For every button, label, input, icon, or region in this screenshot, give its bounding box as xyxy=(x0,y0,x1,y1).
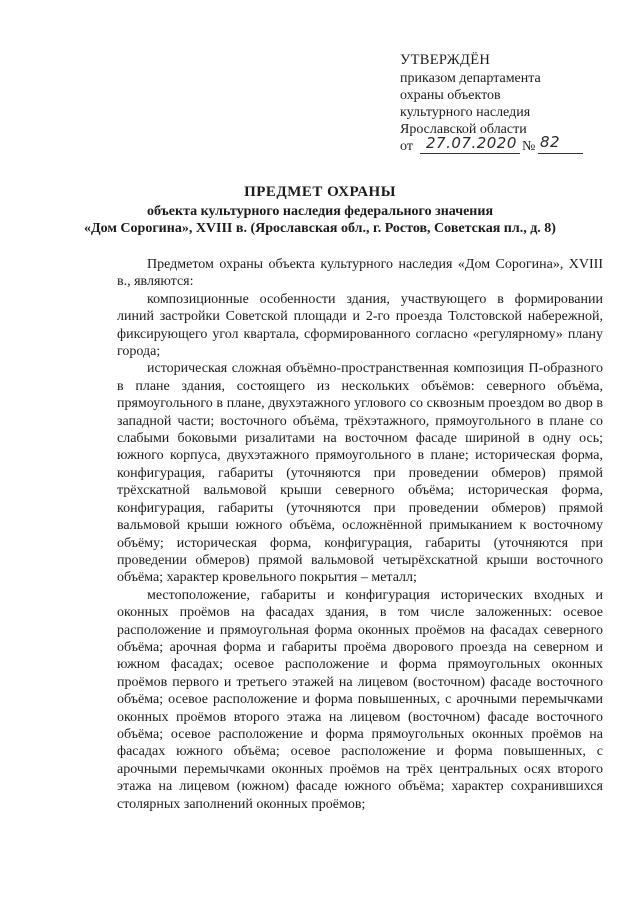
approval-line: культурного наследия xyxy=(400,105,531,120)
approval-heading: УТВЕРЖДЁН xyxy=(400,52,491,68)
date-underline xyxy=(420,153,520,154)
paragraph-composition: композиционные особенности здания, участвующего в формировании линий застройки Советской площади и 2-го проезда Толстовской набережной, фиксирующего угол квартала, сформированного согласно «регулярному» плану города; xyxy=(117,291,603,360)
approval-date-line xyxy=(400,133,620,155)
number-underline xyxy=(538,153,583,154)
date-prefix: от xyxy=(400,139,413,154)
approval-line: охраны объектов xyxy=(400,88,501,103)
number-sign: № xyxy=(522,139,536,154)
document-title: ПРЕДМЕТ ОХРАНЫ xyxy=(244,184,396,200)
paragraph-volumes: историческая сложная объёмно-пространственная композиция П-образного в плане здания, состоящего из нескольких объёмов: северного объёма, прямоугольного в плане, двухэтажного углового со сквозным проездом во двор в западной части; восточного объёма, трёхэтажного, прямоугольного в плане со слабыми боковыми ризалитами на восточном фасаде шириной в одну ось; южного корпуса, двухэтажного прямоугольного в плане; историческая форма, конфигурация, габариты (уточняются при проведении обмеров) прямой трёхскатной вальмовой крыши северного объёма; историческая форма, конфигурация, габариты (уточняются при проведении обмеров) прямой вальмовой крыши южного объёма, осложнённой примыканием к восточному объёму; историческая форма, конфигурация, габариты (уточняются при проведении обмеров) прямой вальмовой четырёхскатной крыши восточного объёма; характер кровельного покрытия – металл; xyxy=(117,361,603,586)
paragraph-intro: Предметом охраны объекта культурного наследия «Дом Сорогина», XVIII в., являются: xyxy=(117,257,603,290)
object-name: «Дом Сорогина», XVIII в. (Ярославская обл., г. Ростов, Советская пл., д. 8) xyxy=(84,221,556,236)
approval-line: Ярославской области xyxy=(400,122,527,137)
document-body xyxy=(117,256,603,813)
document-subtitle: объекта культурного наследия федерального значения xyxy=(146,204,494,219)
handwritten-date: 27.07.2020 xyxy=(426,134,517,152)
approval-stamp xyxy=(400,52,620,155)
approval-line: приказом департамента xyxy=(400,71,541,86)
paragraph-openings: местоположение, габариты и конфигурация исторических входных и оконных проёмов на фасадах здания, в том числе заложенных: осевое расположение и прямоугольная форма оконных проёмов на фасадах северного объёма; арочная форма и габариты проёма дворового проезда на северном и южном фасадах; осевое расположение и форма прямоугольных оконных проёмов первого и третьего этажей на лицевом (восточном) фасаде восточного объёма; осевое расположение и форма повышенных, с арочными перемычками оконных проёмов второго этажа на лицевом (восточном) фасаде восточного объёма; осевое расположение и форма прямоугольных оконных проёмов на фасадах южного объёма; осевое расположение и форма повышенных, с арочными перемычками оконных проёмов на трёх центральных осях второго этажа на лицевом (южном) фасаде южного объёма; характер сохранившихся столярных заполнений оконных проёмов; xyxy=(117,587,603,812)
handwritten-number: 82 xyxy=(540,133,561,151)
